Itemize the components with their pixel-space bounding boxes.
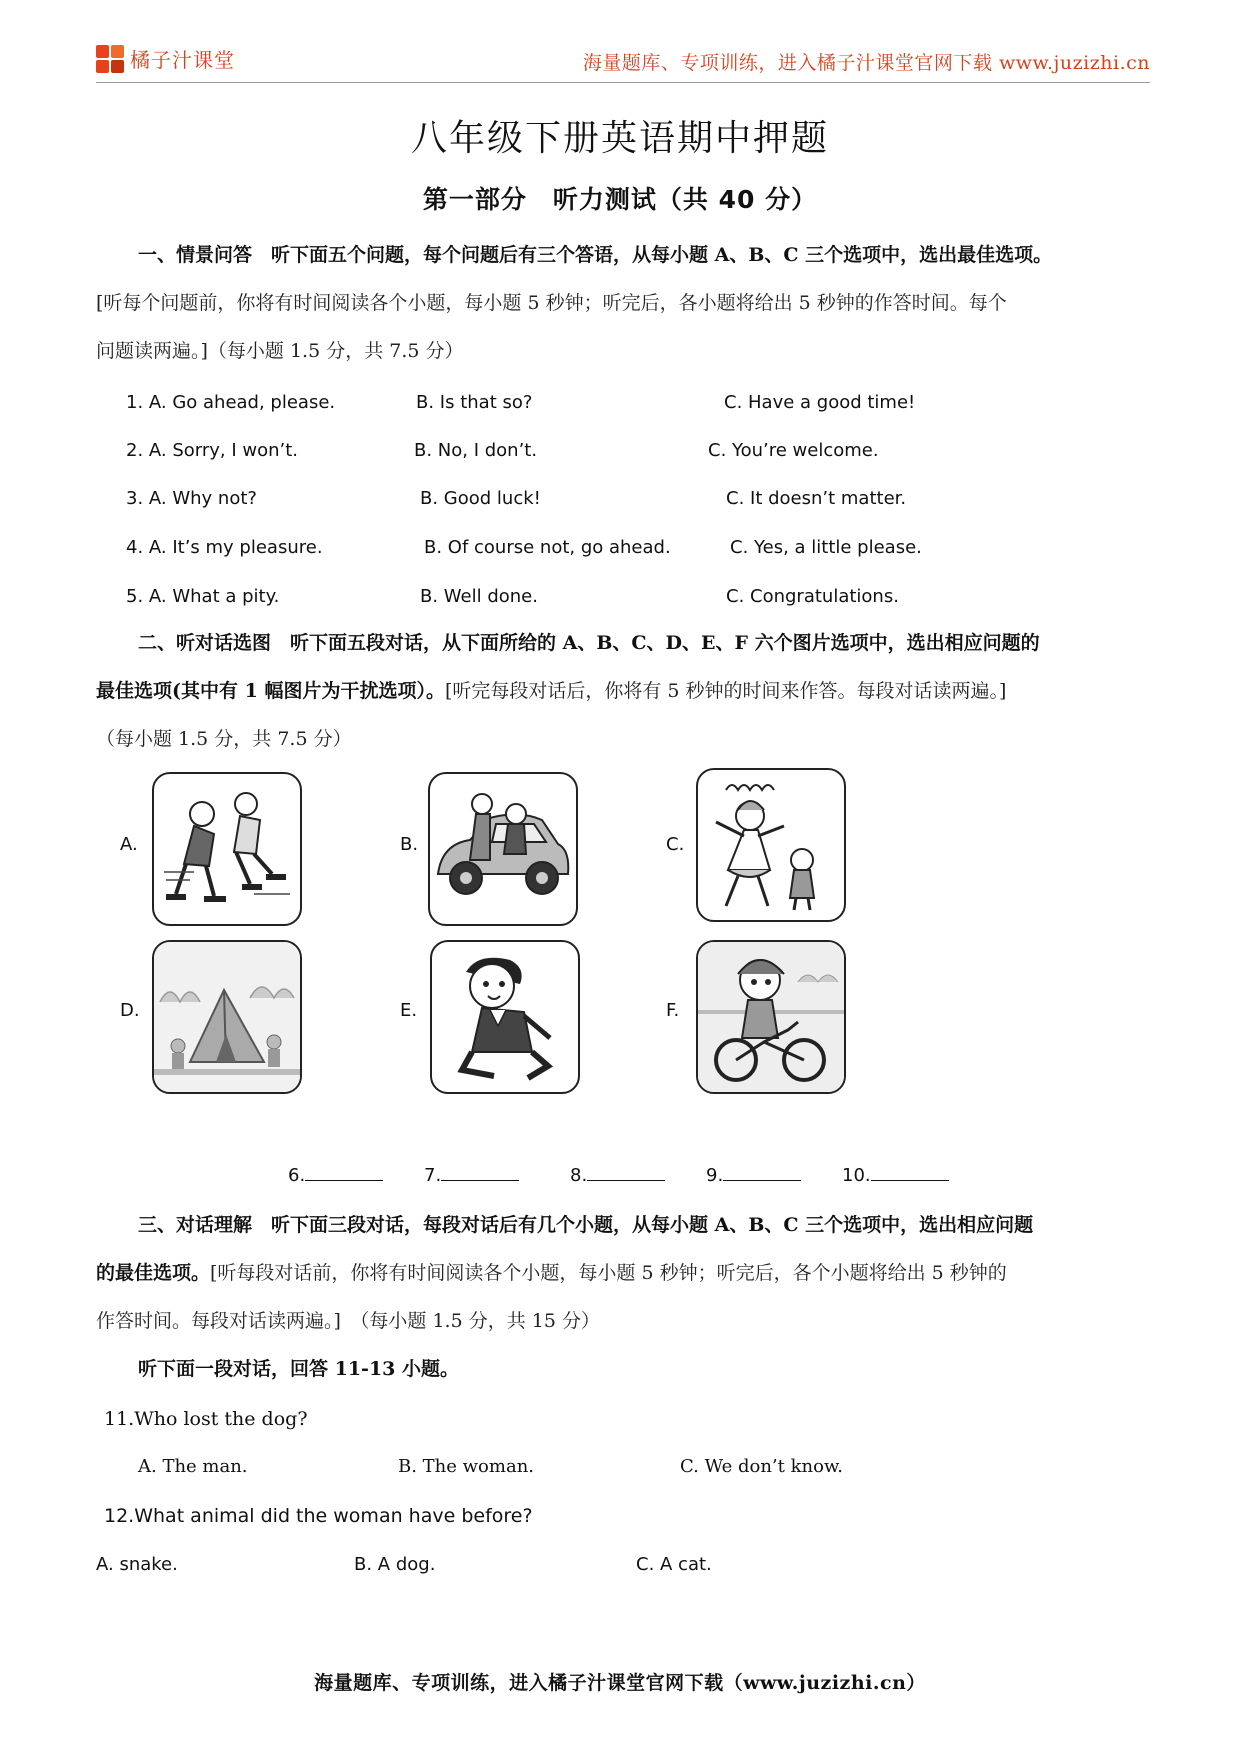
blank-number: 9. bbox=[706, 1165, 724, 1186]
car-repair-icon bbox=[430, 774, 576, 924]
q12-option-b[interactable]: B. A dog. bbox=[354, 1554, 436, 1575]
option-a[interactable]: 2. A. Sorry, I won’t. bbox=[126, 440, 299, 461]
page-footer[interactable]: 海量题库、专项训练，进入橘子汁课堂官网下载（www.juzizhi.cn） bbox=[314, 1672, 926, 1694]
picture-option-f[interactable] bbox=[696, 940, 846, 1094]
answer-blank-9[interactable] bbox=[706, 1164, 801, 1186]
picture-label-b: B. bbox=[400, 834, 419, 855]
logo-icon bbox=[96, 45, 124, 73]
q11-option-c[interactable]: C. We don’t know. bbox=[680, 1456, 843, 1477]
girl-on-bike-icon bbox=[698, 942, 844, 1092]
section3-heading-line2 bbox=[96, 1262, 1007, 1285]
section3-instruction: [听每段对话前，你将有时间阅读各个小题，每小题 5 秒钟；听完后，各个小题将给出 5 秒钟的 bbox=[210, 1262, 1007, 1284]
logo-text: 橘子汁课堂 bbox=[130, 48, 235, 72]
picture-label-e: E. bbox=[400, 1000, 418, 1021]
sitting-boy-icon bbox=[432, 942, 578, 1092]
section2-instruction: [听完每段对话后，你将有 5 秒钟的时间来作答。每段对话读两遍。] bbox=[444, 680, 1007, 702]
option-b[interactable]: B. No, I don’t. bbox=[414, 440, 538, 461]
blank-line bbox=[441, 1164, 519, 1181]
blank-number: 6. bbox=[288, 1165, 306, 1186]
answer-blank-8[interactable] bbox=[570, 1164, 665, 1186]
option-a[interactable]: 4. A. It’s my pleasure. bbox=[126, 537, 323, 558]
option-c[interactable]: C. Have a good time! bbox=[724, 392, 916, 413]
q11-option-a[interactable]: A. The man. bbox=[138, 1456, 248, 1477]
part-title: 第一部分 听力测试（共 40 分） bbox=[422, 185, 818, 214]
question-11: 11.Who lost the dog? bbox=[104, 1408, 308, 1430]
picture-label-f: F. bbox=[666, 1000, 680, 1021]
blank-number: 7. bbox=[424, 1165, 442, 1186]
option-b[interactable]: B. Of course not, go ahead. bbox=[424, 537, 671, 558]
picture-option-d[interactable] bbox=[152, 940, 302, 1094]
section3-heading-line1: 三、对话理解 听下面三段对话，每段对话后有几个小题，从每小题 A、B、C 三个选项中，选出相应问题 bbox=[138, 1214, 1034, 1236]
skating-kids-icon bbox=[154, 774, 300, 924]
section3-score-note: 作答时间。每段对话读两遍。] （每小题 1.5 分，共 15 分） bbox=[96, 1310, 600, 1332]
section1-heading: 一、情景问答 听下面五个问题，每个问题后有三个答语，从每小题 A、B、C 三个选项中，选出最佳选项。 bbox=[138, 244, 1053, 266]
option-c[interactable]: C. You’re welcome. bbox=[708, 440, 879, 461]
header-slogan[interactable]: 海量题库、专项训练，进入橘子汁课堂官网下载 www.juzizhi.cn bbox=[582, 52, 1150, 74]
blank-number: 8. bbox=[570, 1165, 588, 1186]
picture-option-e[interactable] bbox=[430, 940, 580, 1094]
q12-option-a[interactable]: A. snake. bbox=[96, 1554, 178, 1575]
picture-option-b[interactable] bbox=[428, 772, 578, 926]
q11-option-b[interactable]: B. The woman. bbox=[398, 1456, 535, 1477]
picture-label-c: C. bbox=[666, 834, 685, 855]
option-b[interactable]: B. Well done. bbox=[420, 586, 538, 607]
option-c[interactable]: C. Congratulations. bbox=[726, 586, 899, 607]
option-b[interactable]: B. Is that so? bbox=[416, 392, 533, 413]
option-c[interactable]: C. It doesn’t matter. bbox=[726, 488, 907, 509]
blank-line bbox=[723, 1164, 801, 1181]
section1-instruction-line1: [听每个问题前，你将有时间阅读各个小题，每小题 5 秒钟；听完后，各小题将给出 5 秒钟的作答时间。每个 bbox=[96, 292, 1007, 314]
q12-option-c[interactable]: C. A cat. bbox=[636, 1554, 712, 1575]
option-a[interactable]: 5. A. What a pity. bbox=[126, 586, 280, 607]
blank-line bbox=[305, 1164, 383, 1181]
blank-number: 10. bbox=[842, 1165, 871, 1186]
angry-woman-icon bbox=[698, 770, 844, 920]
option-a[interactable]: 3. A. Why not? bbox=[126, 488, 257, 509]
section1-instruction-line2: 问题读两遍。]（每小题 1.5 分，共 7.5 分） bbox=[96, 340, 464, 362]
section3-sub-heading: 听下面一段对话，回答 11-13 小题。 bbox=[138, 1358, 459, 1380]
answer-blank-7[interactable] bbox=[424, 1164, 519, 1186]
picture-option-c[interactable] bbox=[696, 768, 846, 922]
option-b[interactable]: B. Good luck! bbox=[420, 488, 541, 509]
header-divider bbox=[96, 82, 1150, 83]
document-title: 八年级下册英语期中押题 bbox=[410, 118, 829, 159]
blank-line bbox=[587, 1164, 665, 1181]
answer-blank-10[interactable] bbox=[842, 1164, 949, 1186]
question-12: 12.What animal did the woman have before? bbox=[104, 1505, 533, 1527]
section2-heading-bold: 最佳选项(其中有 1 幅图片为干扰选项）。 bbox=[96, 680, 445, 702]
section2-score-note: （每小题 1.5 分，共 7.5 分） bbox=[96, 728, 352, 750]
option-a[interactable]: 1. A. Go ahead, please. bbox=[126, 392, 336, 413]
brand-logo bbox=[96, 44, 235, 73]
answer-blank-6[interactable] bbox=[288, 1164, 383, 1186]
section3-heading-bold: 的最佳选项。 bbox=[96, 1262, 211, 1284]
camping-tent-icon bbox=[154, 942, 300, 1092]
picture-option-a[interactable] bbox=[152, 772, 302, 926]
section2-heading-line1: 二、听对话选图 听下面五段对话，从下面所给的 A、B、C、D、E、F 六个图片选项中，选出相应问题的 bbox=[138, 632, 1040, 654]
section2-heading-line2 bbox=[96, 680, 1006, 703]
option-c[interactable]: C. Yes, a little please. bbox=[730, 537, 922, 558]
picture-label-a: A. bbox=[120, 834, 138, 855]
picture-label-d: D. bbox=[120, 1000, 140, 1021]
blank-line bbox=[871, 1164, 949, 1181]
